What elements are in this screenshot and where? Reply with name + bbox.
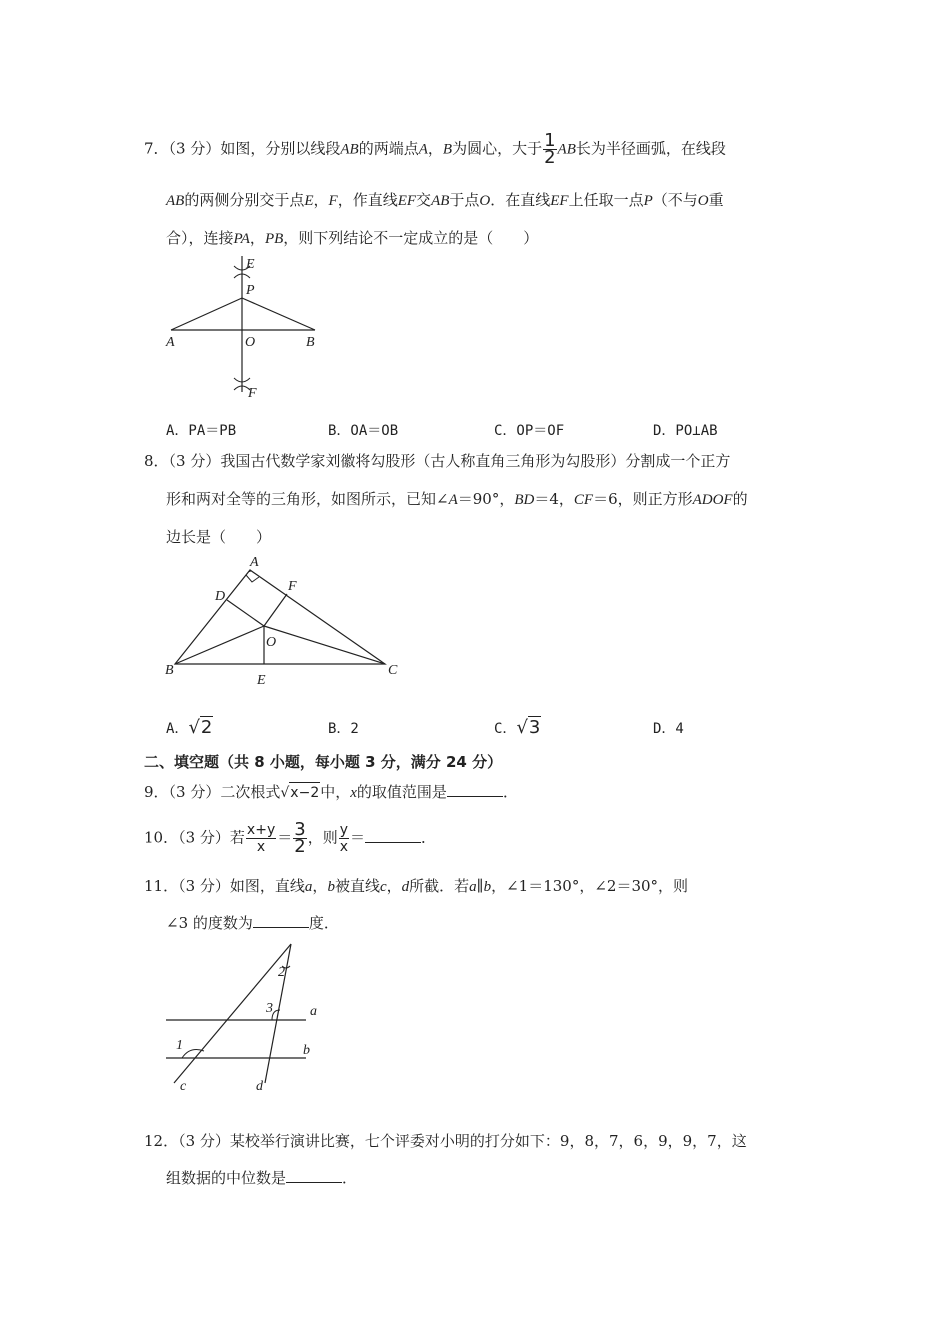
q11-fig-line-c: c <box>180 1079 187 1093</box>
q10-fraction-2: $\frac{3}{2}$ <box>294 819 306 857</box>
q7-figure <box>160 252 340 402</box>
q9-answer-blank[interactable] <box>447 782 503 797</box>
q8-fig-E: E <box>257 673 266 688</box>
q8-line3: 边长是（ ） <box>166 528 272 546</box>
q8-fig-B: B <box>165 663 174 678</box>
q8-option-a[interactable]: A．√2 <box>166 717 213 738</box>
q8-option-b[interactable]: B．2 <box>328 721 359 737</box>
q11-fig-angle-2: 2 <box>278 965 285 980</box>
q8-fig-F: F <box>288 579 297 594</box>
q7-fraction: $\frac{1}{2}$ <box>544 130 556 168</box>
q9-line: 9．（3 分）二次根式√x−2中，x的取值范围是 ． <box>144 783 518 801</box>
q8-option-d[interactable]: D．4 <box>653 721 684 737</box>
q11-figure <box>160 938 330 1093</box>
q7-line2: AB的两侧分别交于点E，F，作直线EF交AB于点O．在直线EF上任取一点P（不与O重 <box>166 191 724 209</box>
q12-line2: 组数据的中位数是 ． <box>166 1169 358 1187</box>
q7-fig-P: P <box>246 283 255 298</box>
q8-line1: 8．（3 分）我国古代数学家刘徽将勾股形（古人称直角三角形为勾股形）分割成一个正方 <box>144 452 731 470</box>
q8-fig-A: A <box>250 555 259 570</box>
q7-option-a[interactable]: A．PA＝PB <box>166 423 237 439</box>
q10-fraction-1: $\frac{x+y}{x}$ <box>246 822 276 855</box>
q12-answer-blank[interactable] <box>286 1168 342 1183</box>
q7-fig-F: F <box>248 386 257 401</box>
q8-sqrt-3: √3 <box>516 717 541 738</box>
q8-option-c[interactable]: C．√3 <box>494 717 541 738</box>
q8-line2: 形和两对全等的三角形，如图所示，已知∠A＝90°，BD＝4，CF＝6，则正方形ADOF的 <box>166 490 748 508</box>
q7-fig-A: A <box>166 335 175 350</box>
q11-fig-line-b: b <box>303 1043 310 1058</box>
q11-answer-blank[interactable] <box>253 913 309 928</box>
q7-option-c[interactable]: C．OP＝OF <box>494 423 565 439</box>
q7-option-b[interactable]: B．OA＝OB <box>328 423 399 439</box>
q11-fig-angle-3: 3 <box>266 1001 273 1016</box>
q8-sqrt-2: √2 <box>188 717 213 738</box>
q7-fig-E: E <box>246 257 255 272</box>
q9-sqrt: √x−2 <box>280 782 320 803</box>
q7-fig-O: O <box>245 335 256 350</box>
section-title: 二、填空题（共 8 小题，每小题 3 分，满分 24 分） <box>144 753 503 771</box>
q10-line: 10．（3 分）若 $\frac{x+y}{x}$ ＝ $\frac{3}{2}$ ，则 $\frac{y}{x}$ ＝ ． <box>144 819 437 857</box>
q7-line3: 合），连接PA，PB，则下列结论不一定成立的是（ ） <box>166 229 539 247</box>
q12-line1: 12．（3 分）某校举行演讲比赛，七个评委对小明的打分如下：9，8，7，6，9，9，7，这 <box>144 1132 747 1150</box>
q7-line1: 7．（3 分）如图，分别以线段AB的两端点A，B为圆心，大于 $\frac{1}{2}$ AB长为半径画弧，在线段 <box>144 130 726 168</box>
q10-answer-blank[interactable] <box>365 828 421 843</box>
q11-fig-angle-1: 1 <box>176 1038 183 1053</box>
q11-line1: 11．（3 分）如图，直线a，b被直线c，d所截．若a∥b，∠1＝130°，∠2＝30°，则 <box>144 877 689 895</box>
q8-figure <box>160 552 410 692</box>
q8-fig-C: C <box>388 663 398 678</box>
q10-fraction-3: $\frac{y}{x}$ <box>339 822 349 855</box>
q7-option-d[interactable]: D．PO⊥AB <box>653 423 718 439</box>
q7-fig-B: B <box>306 335 315 350</box>
q11-fig-line-a: a <box>310 1004 317 1019</box>
q8-fig-D: D <box>215 589 226 604</box>
q8-fig-O: O <box>266 635 277 650</box>
q11-line2: ∠3 的度数为 度． <box>166 914 339 932</box>
q11-fig-line-d: d <box>256 1079 263 1093</box>
